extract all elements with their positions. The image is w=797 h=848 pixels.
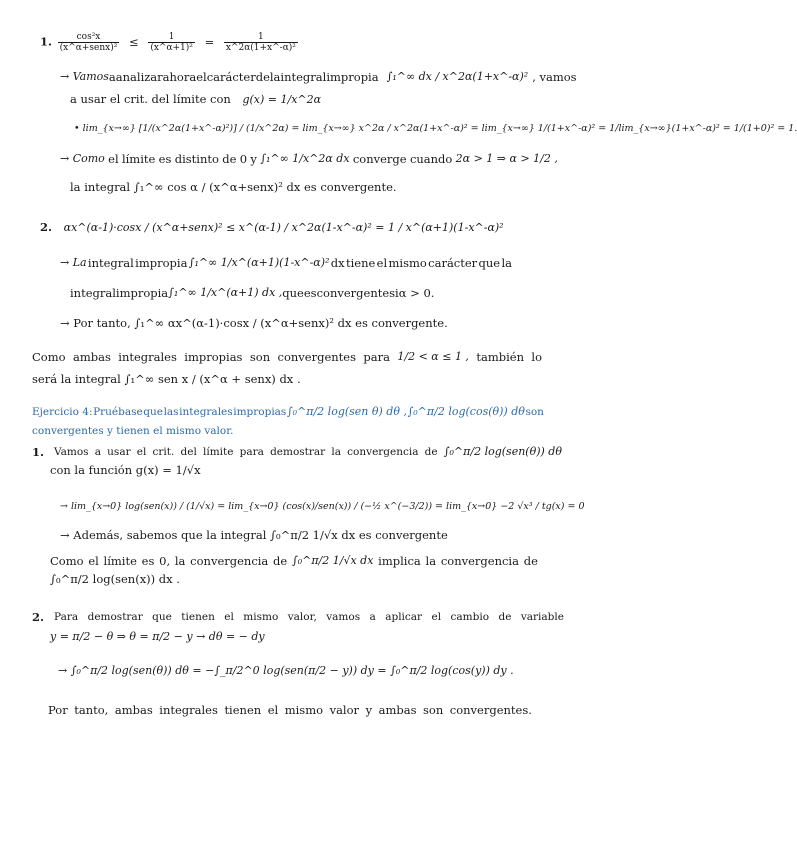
word: el	[224, 611, 234, 623]
item-1-limit-computation: • lim_{x→∞} [1/(x^2α(1+x^-α)²)] / (1/x^2α) = lim_{x→∞} x^2α / x^2α(1+x^-α)² = lim_{x→∞} 1/(1+x^-α)² = 1/lim_{x→∞}(1+x^-α)² = 1/(1+0)² = 1.	[74, 123, 797, 134]
word: vamos	[326, 611, 361, 623]
word: → La	[60, 256, 87, 269]
word: la	[269, 70, 281, 84]
word: usar	[107, 446, 131, 458]
word: 0,	[159, 554, 171, 568]
word: de	[273, 554, 288, 568]
word: mismo	[243, 611, 279, 623]
item-1-bullet-1: → Vamos a analizar ahora el carácter de la integral impropia ∫₁^∞ dx / x^2α(1+x^-α)² , vamos	[60, 70, 577, 84]
word: convergente	[316, 286, 390, 300]
word: el	[136, 446, 147, 458]
word: carácter	[428, 256, 478, 270]
part-2-substitution: y = π/2 − θ ⇒ θ = π/2 − y → dθ = − dy	[50, 630, 265, 643]
word: convergencia	[190, 554, 269, 568]
word: a	[369, 611, 376, 623]
word: a	[108, 70, 116, 84]
word: del	[180, 446, 197, 458]
word: si	[389, 286, 399, 300]
word: Como	[32, 350, 66, 364]
word: α > 0.	[398, 286, 435, 300]
word: tiene	[345, 256, 376, 270]
word: converge	[352, 152, 407, 166]
part-1-limit-computation: → lim_{x→0} log(sen(x)) / (1/√x) = lim_{x→0} (cos(x)/sen(x)) / (−½ x^(−3/2)) = lim_{x→0} −2 √x³ / tg(x) = 0	[60, 501, 585, 512]
word: límite	[103, 554, 137, 568]
word: es	[303, 286, 317, 300]
word: demostrar	[270, 446, 326, 458]
justified-words	[54, 445, 562, 459]
word: ∫₁^∞ 1/x^2α dx	[260, 152, 350, 165]
word: el	[196, 70, 207, 84]
justified-words	[48, 703, 532, 717]
word: las	[163, 406, 179, 418]
word: Por	[48, 703, 68, 717]
word: carácter	[206, 70, 256, 84]
item-1-number: 1.	[40, 34, 53, 49]
word: integral	[280, 70, 327, 84]
word: ambas	[114, 703, 153, 717]
part-1-statement	[32, 445, 562, 459]
word: 1/2 < α ≤ 1 ,	[397, 350, 469, 363]
word: la	[425, 554, 437, 568]
part-2-number: 2.	[32, 610, 45, 624]
word: impropia	[135, 256, 188, 270]
justified-words	[50, 554, 538, 568]
word: aplicar	[385, 611, 423, 623]
word: el	[431, 611, 442, 623]
word: que	[152, 611, 172, 623]
justified-words	[60, 256, 512, 270]
word: cuando	[409, 152, 453, 166]
justified-words	[70, 286, 435, 300]
word: ambas	[378, 703, 417, 717]
word: es	[141, 554, 155, 568]
word: ∫₁^∞ 1/x^(α+1) dx ,	[168, 286, 283, 299]
word: Para	[54, 611, 79, 623]
word: lo	[531, 350, 542, 364]
justified-words	[32, 405, 544, 419]
part-1-number: 1.	[32, 445, 45, 459]
word: distinto	[174, 152, 219, 166]
ejercicio-4-title	[32, 405, 544, 419]
justified-words	[32, 350, 542, 364]
word: impropias	[184, 350, 243, 364]
fraction: cos²x (x^α+senx)²	[59, 32, 118, 53]
item-1-bullet-2-line-2: la integral ∫₁^∞ cos α / (x^α+senx)² dx es convergente.	[70, 180, 397, 194]
item-1-bullet-2	[60, 152, 558, 166]
justified-words	[60, 152, 558, 166]
word: la	[174, 554, 186, 568]
word: son	[423, 703, 444, 717]
item-2-bullet-1	[60, 256, 512, 270]
fraction: $\frac{1}{\text{(x\textasciicircum{}α+1)²}}$	[150, 32, 193, 53]
word: Pruébase	[93, 406, 143, 418]
word: tanto,	[74, 703, 109, 717]
final-conclusion	[48, 703, 532, 717]
word: integrales	[159, 703, 218, 717]
word: de	[255, 70, 270, 84]
word: el	[88, 554, 99, 568]
conclusion-line-2: será la integral ∫₁^∞ sen x / (x^α + senx) dx .	[32, 372, 301, 386]
word: valor	[329, 703, 360, 717]
conclusion-line-1	[32, 350, 542, 364]
word: y	[365, 703, 373, 717]
word: ∫₀^π/2 log(cos(θ)) dθ	[407, 405, 525, 418]
part-2-integral-chain: → ∫₀^π/2 log(sen(θ)) dθ = −∫_π/2^0 log(sen(π/2 − y)) dy = ∫₀^π/2 log(cos(y)) dy .	[58, 664, 514, 677]
word: 2α > 1 ⇒ α > 1/2 ,	[455, 152, 558, 165]
word: impropia	[115, 286, 169, 300]
word: ambas	[72, 350, 111, 364]
word: son	[525, 406, 544, 418]
word: valor,	[287, 611, 317, 623]
word: analizar	[115, 70, 163, 84]
fraction: $\frac{1}{\text{x\textasciicircum{}2α(1+x\textasciicircum{}-α)²}}$	[225, 32, 296, 53]
word: convergencia	[347, 446, 419, 458]
word: para	[239, 446, 264, 458]
item-1-bullet-1-line-2: a usar el crit. del límite con g(x) = 1/x^2α	[70, 92, 322, 106]
word: convergentes	[277, 350, 356, 364]
word: de	[523, 554, 538, 568]
word: impropias	[233, 406, 287, 418]
word: Como	[50, 554, 84, 568]
justified-words	[54, 610, 564, 624]
word: ∫₁^∞ 1/x^(α+1)(1-x^-α)²	[188, 256, 330, 269]
word: Vamos	[54, 446, 89, 458]
word: demostrar	[87, 611, 143, 623]
word: ahora	[162, 70, 197, 84]
word: 0	[239, 152, 248, 166]
word: es	[158, 152, 172, 166]
word: implica	[378, 554, 421, 568]
word: convergencia	[440, 554, 519, 568]
word: la	[331, 446, 341, 458]
word: convergentes.	[449, 703, 532, 717]
word: mismo	[388, 256, 427, 270]
word: límite	[121, 152, 156, 166]
item-2-inequality: 2. αx^(α-1)·cosx / (x^α+senx)² ≤ x^(α-1) / x^2α(1-x^-α)² = 1 / x^(α+1)(1-x^-α)²	[40, 220, 504, 234]
ejercicio-4-title-line-2: convergentes y tienen el mismo valor.	[32, 425, 234, 437]
item-2-bullet-2: → Por tanto, ∫₁^∞ αx^(α-1)·cosx / (x^α+senx)² dx es convergente.	[60, 316, 448, 330]
word: variable	[520, 611, 564, 623]
word: → Vamos	[60, 70, 109, 83]
word: dx	[330, 256, 345, 270]
part-1-conclusion-line-2: ∫₀^π/2 log(sen(x)) dx .	[50, 572, 180, 586]
word: mismo	[284, 703, 324, 717]
word: a	[94, 446, 101, 458]
part-2-statement	[32, 610, 564, 624]
word: también	[476, 350, 524, 364]
word: integral	[87, 256, 134, 270]
word: la	[501, 256, 512, 270]
word: el	[267, 703, 279, 717]
word: de	[222, 152, 237, 166]
word: tienen	[224, 703, 262, 717]
word: son	[249, 350, 271, 364]
word: ∫₀^π/2 log(sen(θ)) dθ	[443, 445, 562, 458]
justified-words	[60, 70, 379, 84]
word: límite	[203, 446, 234, 458]
word: que	[282, 286, 304, 300]
part-1-line-2: con la función g(x) = 1/√x	[50, 463, 201, 477]
word: de	[424, 446, 438, 458]
item-2-bullet-1-line-2	[70, 286, 435, 300]
word: que	[143, 406, 163, 418]
word: y	[250, 152, 257, 166]
word: para	[363, 350, 390, 364]
word: tienen	[181, 611, 215, 623]
word: integral	[70, 286, 116, 300]
integral-expr: ∫₁^∞ dx / x^2α(1+x^-α)²	[386, 70, 529, 83]
part-1-ademas: → Además, sabemos que la integral ∫₀^π/2 1/√x dx es convergente	[60, 528, 448, 542]
item-2-number: 2.	[40, 220, 53, 234]
word: integrales	[179, 406, 233, 418]
word: el	[108, 152, 119, 166]
word: de	[498, 611, 512, 623]
word: → Como	[60, 152, 105, 165]
word: ∫₀^π/2 log(sen θ) dθ ,	[286, 405, 407, 418]
word: impropia	[326, 70, 379, 84]
word: integrales	[118, 350, 177, 364]
word: crit.	[152, 446, 175, 458]
word: el	[376, 256, 388, 270]
word: que	[478, 256, 501, 270]
word: ∫₀^π/2 1/√x dx	[291, 554, 374, 567]
word: Ejercicio 4:	[32, 406, 93, 418]
word: cambio	[450, 611, 490, 623]
item-1-inequality: 1. cos²x (x^α+senx)² ≤ $\frac{1}{\text{(x\textasciicircum{}α+1)²}}$ = $\frac{1}{\text{x\textasciicircum{}2α(1+x\textasciicircum{}-α)²}}$	[40, 32, 296, 53]
part-1-conclusion	[50, 554, 538, 568]
